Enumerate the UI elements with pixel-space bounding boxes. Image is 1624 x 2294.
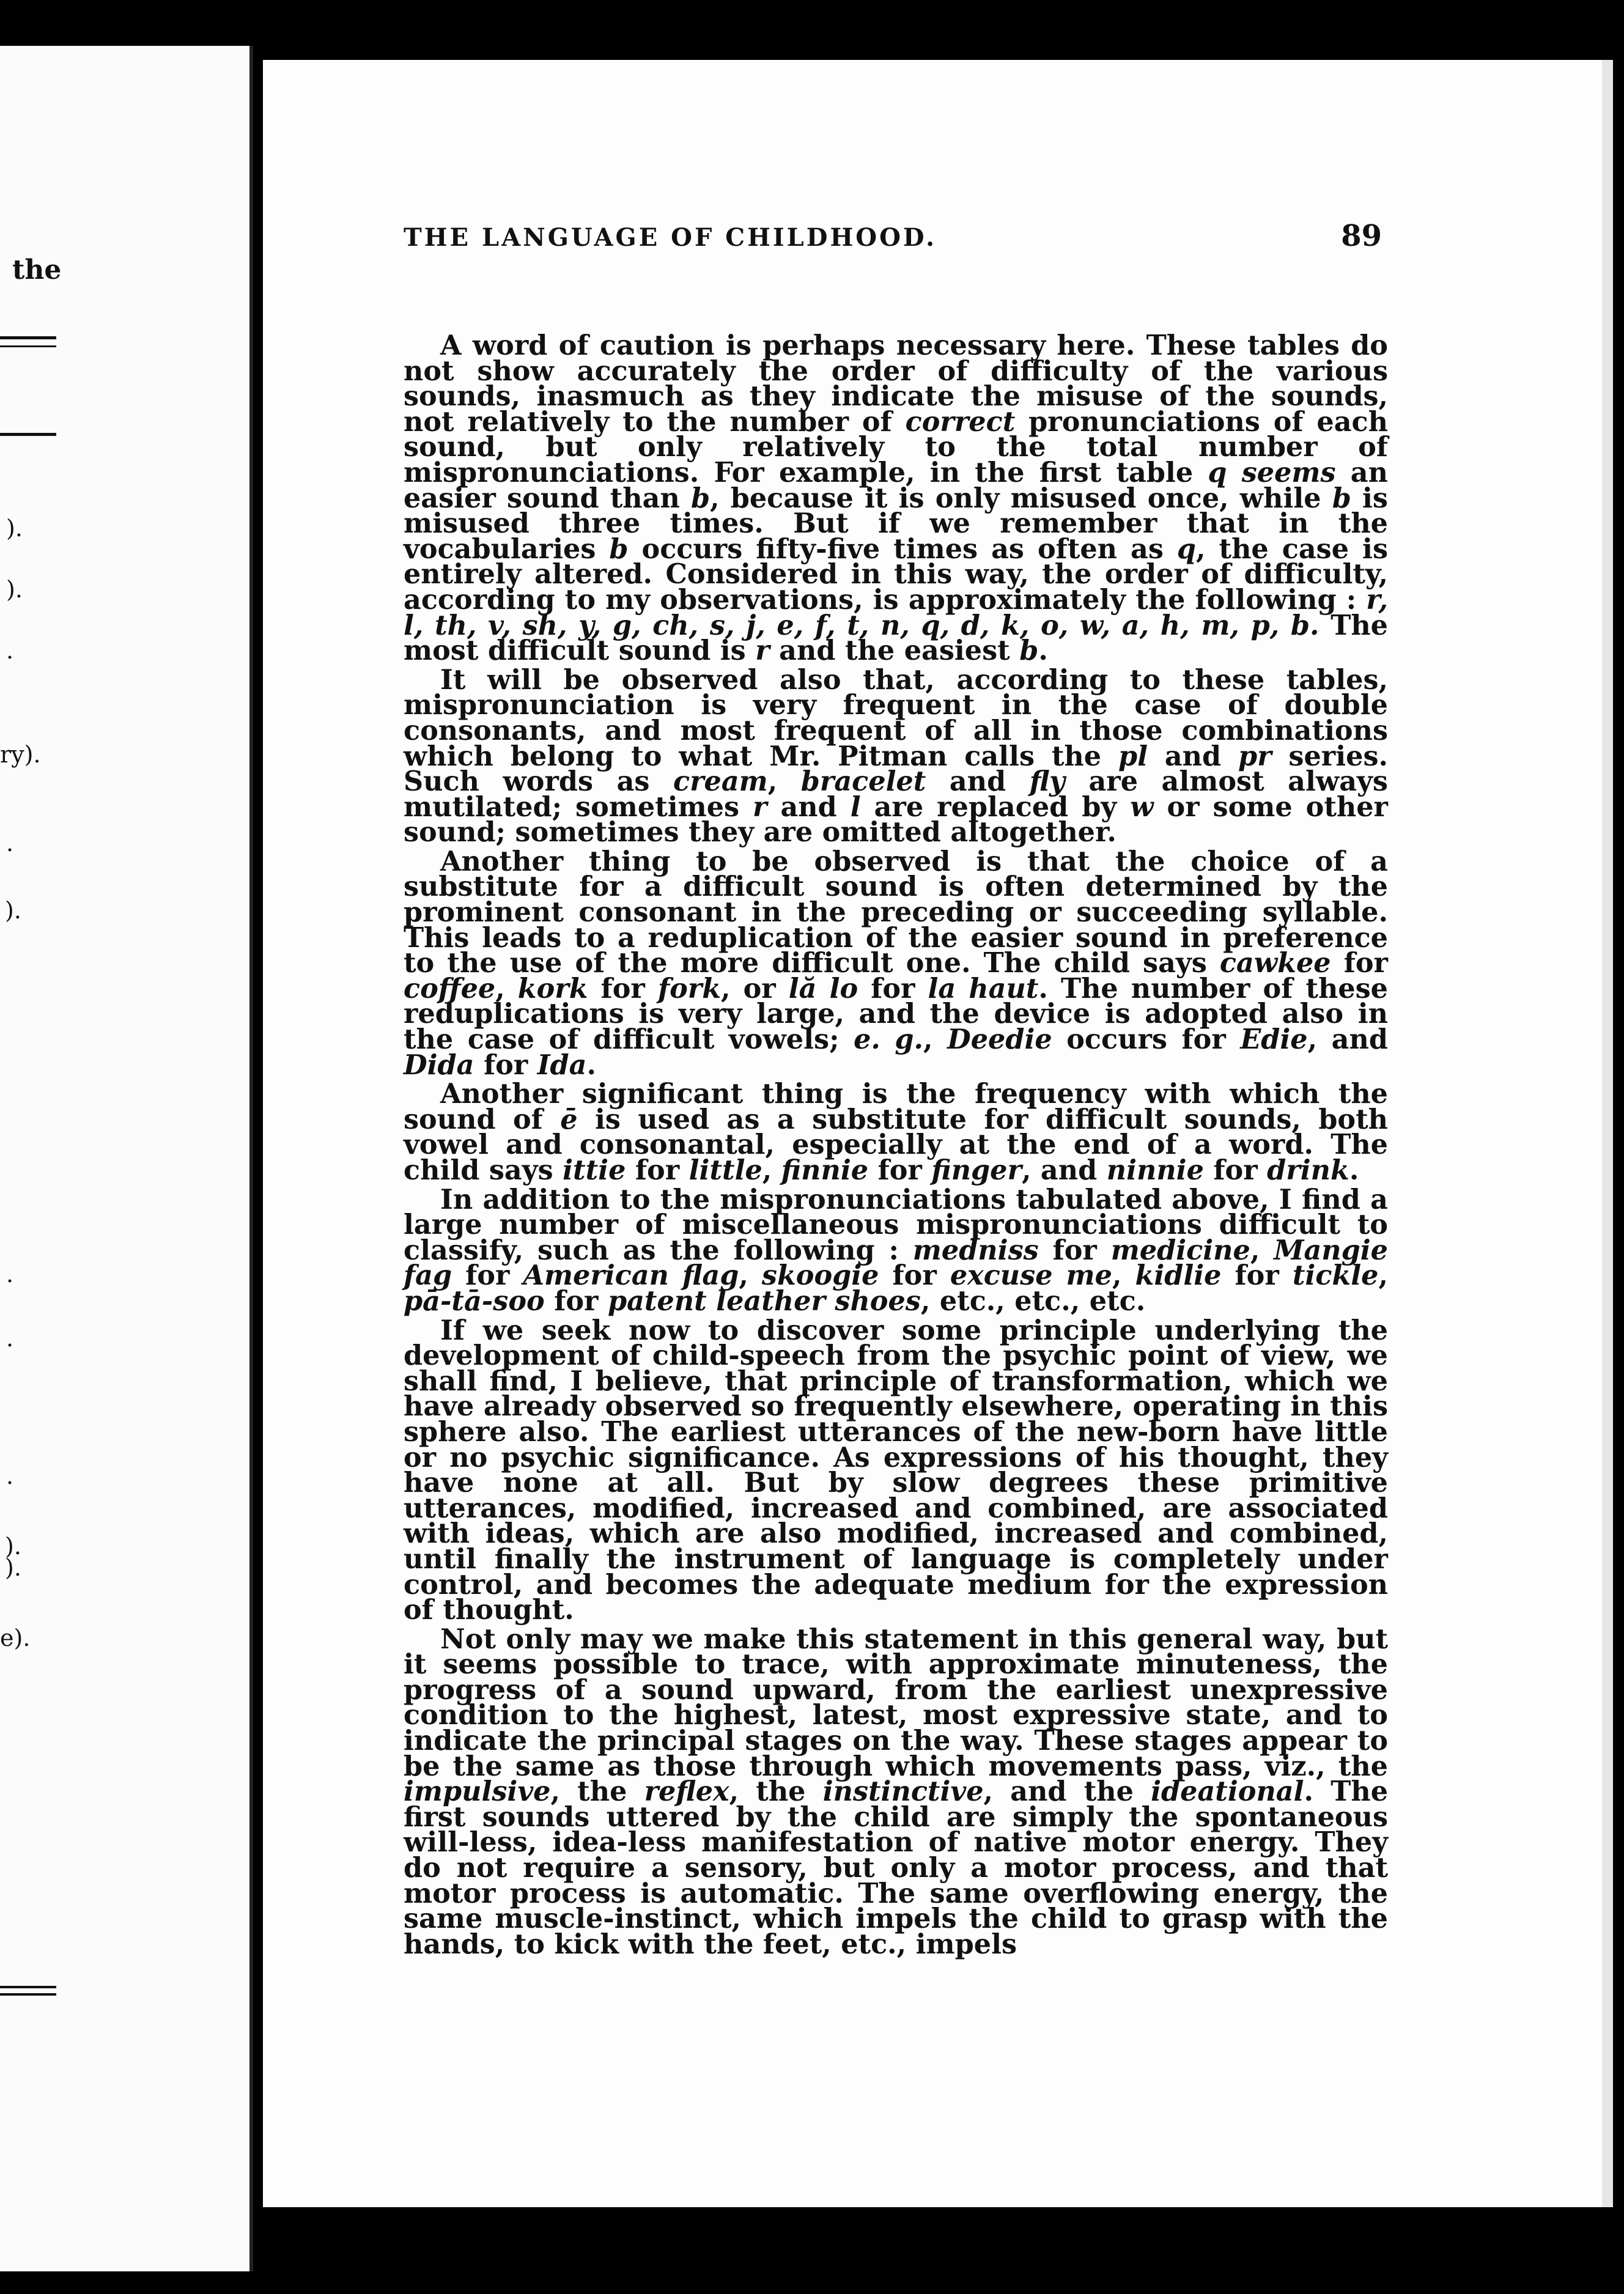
text-run: . The first sounds uttered by the child are simply the spontaneous will-less, idea-less manifestation of native motor energy. They do not require a sensory, but only a motor process, and that motor process is automatic. The same overflowing energy, the same muscle-instinct, which impels the child to grasp with the hands, to kick with the feet, etc., impels — [404, 1776, 1389, 1960]
text-run: , the — [729, 1776, 823, 1808]
text-run: , the — [550, 1776, 644, 1808]
italic-run: fly — [1029, 765, 1065, 798]
text-run: , or — [721, 972, 789, 1005]
left-page-fragment: . — [6, 1462, 14, 1489]
text-run: for — [588, 972, 658, 1005]
text-run: and the easiest — [769, 635, 1020, 667]
italic-run: b — [1019, 635, 1039, 667]
italic-run: pl — [1118, 740, 1148, 772]
text-run: , — [762, 1154, 781, 1186]
italic-run: cawkee — [1219, 947, 1331, 979]
italic-run: American flag — [523, 1259, 739, 1292]
text-run: and — [926, 765, 1030, 798]
italic-run: tickle — [1292, 1259, 1379, 1292]
italic-run: ittie — [563, 1154, 626, 1186]
italic-run: impulsive — [404, 1776, 551, 1808]
text-run: , and the — [983, 1776, 1151, 1808]
italic-run: instinctive — [822, 1776, 984, 1808]
italic-run: drink — [1267, 1154, 1349, 1186]
italic-run: reflex — [644, 1776, 729, 1808]
text-run: for — [1331, 947, 1388, 979]
body-text — [404, 330, 1389, 1960]
text-run: for — [626, 1154, 689, 1186]
text-run: occurs fifty-five times as often as — [628, 533, 1177, 565]
left-page-fragment: e). — [0, 1625, 31, 1651]
left-page-rule — [0, 433, 56, 436]
italic-run: b — [1332, 482, 1351, 514]
italic-run: little — [688, 1154, 762, 1186]
text-run: , — [1112, 1259, 1135, 1292]
text-run: and — [1147, 740, 1238, 772]
paragraph — [404, 663, 1388, 849]
paragraph — [404, 1623, 1389, 1960]
text-run: , — [767, 765, 801, 798]
italic-run: cream — [673, 765, 768, 798]
paragraph — [404, 1078, 1388, 1186]
italic-run: pr — [1238, 740, 1272, 772]
italic-run: Edie — [1240, 1023, 1308, 1056]
text-run: or some other sound; sometimes they are omitted altogether. — [404, 791, 1388, 849]
italic-run: l — [850, 791, 861, 823]
italic-run: q seems — [1208, 456, 1336, 489]
italic-run: finger — [931, 1154, 1022, 1186]
text-run: , — [495, 972, 518, 1005]
italic-run: Mangie fag — [404, 1234, 1388, 1292]
italic-run: b — [609, 533, 629, 565]
text-run: If we seek now to discover some principle underlying the development of child-speech from the psychic point of view, we shall find, I believe, that principle of transformation, which we have already observed so frequently elsewhere, operating in this sphere also. The earliest utterances of the new-born have little or no psychic significance. As expressions of his thought, they have none at all. But by slow degrees these primitive utterances, modified, increased and combined, are associated with ideas, which are also modified, increased and combined, until finally the instrument of language is completely under control, and becomes the adequate medium for the expression of thought. — [404, 1314, 1388, 1626]
text-run: , — [1250, 1234, 1274, 1266]
italic-run: kidlie — [1135, 1259, 1222, 1292]
italic-run: correct — [905, 405, 1016, 438]
left-page-fragment: . — [6, 1261, 14, 1288]
left-page-fragment: ). — [6, 515, 23, 542]
italic-run: Dida — [404, 1049, 474, 1081]
text-run: for — [858, 972, 928, 1005]
page-number: 89 — [1341, 219, 1382, 253]
left-page-rule — [0, 345, 56, 347]
text-run: series. Such words as — [404, 740, 1388, 798]
italic-run: medniss — [912, 1234, 1039, 1266]
italic-run: bracelet — [800, 765, 926, 798]
italic-run: excuse me — [950, 1259, 1112, 1292]
text-run: for — [1038, 1234, 1111, 1266]
left-page-fragment: ). — [5, 897, 21, 924]
text-run: , — [1378, 1259, 1388, 1292]
text-run: In addition to the mispronunciations tabulated above, I find a large number of miscellaneous mispronunciations difficult to classify, such as the following : — [404, 1183, 1388, 1266]
italic-run: r — [753, 791, 767, 823]
text-run: , and — [1307, 1023, 1388, 1056]
left-page-fragment: ry). — [0, 741, 41, 768]
text-run: for — [474, 1049, 537, 1081]
italic-run: r, l, th, v, sh, y, g, ch, s, j, e, f, t, n, q, d, k, o, w, a, h, m, p, b. — [404, 583, 1388, 641]
paragraph — [404, 330, 1388, 667]
text-run: . The number of these reduplications is very large, and the device is adopted also in the case of difficult vowels; — [404, 972, 1388, 1056]
text-run: for — [879, 1259, 950, 1292]
text-run: , because it is only misused once, while — [710, 482, 1332, 514]
left-page-rule — [0, 1986, 56, 1988]
italic-run: medicine — [1110, 1234, 1250, 1266]
italic-run: ideational — [1151, 1776, 1304, 1808]
left-page-fragment: ). — [6, 576, 23, 603]
italic-run: q — [1176, 533, 1197, 565]
left-page-rule — [0, 336, 56, 339]
text-run: are replaced by — [860, 791, 1131, 823]
italic-run: b — [690, 482, 711, 514]
text-run: Another significant thing is the frequency with which the sound of — [404, 1078, 1388, 1135]
text-run: A word of caution is perhaps necessary here. These tables do not show accurately the order of difficulty of the various sounds, inasmuch as they indicate the misuse of the sounds, not relatively to the number of — [404, 330, 1388, 438]
italic-run: pā-tā-soo — [404, 1285, 545, 1317]
text-run: for — [544, 1285, 608, 1317]
left-page-fragment: ). — [5, 1533, 21, 1560]
italic-run: finnie — [781, 1154, 869, 1186]
text-run: and — [767, 791, 851, 823]
text-run: . — [586, 1049, 596, 1081]
text-run: occurs for — [1052, 1023, 1241, 1056]
text-run: , etc., etc., etc. — [920, 1285, 1146, 1317]
text-run: for — [1203, 1154, 1268, 1186]
text-run: for — [868, 1154, 932, 1186]
text-run: is used as a substitute for difficult sounds, both vowel and consonantal, especially at the end of a word. The child says — [404, 1103, 1388, 1186]
text-run: . — [1349, 1154, 1359, 1186]
italic-run: Deedie — [947, 1023, 1052, 1056]
text-run: an easier sound than — [404, 456, 1388, 514]
text-run: , the case is entirely altered. Considered in this way, the order of difficulty, according to my observations, is approximately the following : — [404, 533, 1388, 616]
text-run: pronunciations of each sound, but only relatively to the total number of mispronunciations. For example, in the first table — [404, 405, 1388, 489]
italic-run: kork — [517, 972, 588, 1005]
left-page-rule — [0, 1993, 56, 1996]
italic-run: Ida — [537, 1049, 587, 1081]
paragraph — [404, 1314, 1388, 1626]
facing-page-edge — [0, 46, 253, 2271]
left-page-fragment: . — [6, 637, 14, 664]
text-run: are almost always mutilated; sometimes — [404, 765, 1388, 823]
text-run: for — [452, 1259, 523, 1292]
text-run: , and — [1021, 1154, 1107, 1186]
text-run: , — [739, 1259, 762, 1292]
italic-run: r — [755, 635, 770, 667]
italic-run: la haut — [928, 972, 1039, 1005]
italic-run: ē — [560, 1103, 578, 1135]
running-head — [404, 219, 1382, 253]
italic-run: patent leather shoes — [607, 1285, 921, 1317]
italic-run: skoogie — [761, 1259, 879, 1292]
text-run: Another thing to be observed is that the choice of a substitute for a difficult sound is often determined by the prominent consonant in the preceding or succeeding syllable. This leads to a reduplication of the easier sound in preference to the use of the more difficult one. The child says — [404, 845, 1388, 979]
text-run: , — [923, 1023, 948, 1056]
text-run: It will be observed also that, according to these tables, mispronunciation is very frequent in the case of double consonants, and most frequent of all in those combinations which belong to what Mr. Pitman calls the — [404, 663, 1388, 772]
left-page-fragment: . — [6, 1325, 14, 1352]
left-page-fragment: the — [12, 254, 62, 286]
paragraph — [404, 845, 1388, 1081]
italic-run: fork — [657, 972, 722, 1005]
left-page-fragment: ). — [5, 1554, 21, 1581]
italic-run: coffee — [404, 972, 496, 1005]
running-title: THE LANGUAGE OF CHILDHOOD. — [404, 223, 937, 252]
left-page-fragment: . — [6, 830, 14, 857]
paragraph — [404, 1183, 1388, 1317]
text-run: Not only may we make this statement in this general way, but it seems possible to trace, with approximate minuteness, the progress of a sound upward, from the earliest unexpressive condition to the highest, latest, most expressive state, and to indicate the principal stages on the way. These stages appear to be the same as those through which movements pass, viz., the — [404, 1623, 1388, 1782]
text-run: . — [1038, 635, 1048, 667]
text-run: The most difficult sound is — [404, 609, 1388, 667]
italic-run: lă lo — [788, 972, 858, 1005]
italic-run: e. g. — [854, 1023, 924, 1056]
text-run: for — [1221, 1259, 1293, 1292]
italic-run: ninnie — [1106, 1154, 1204, 1186]
text-run: is misused three times. But if we remember that in the vocabularies — [404, 482, 1388, 565]
italic-run: w — [1130, 791, 1154, 823]
